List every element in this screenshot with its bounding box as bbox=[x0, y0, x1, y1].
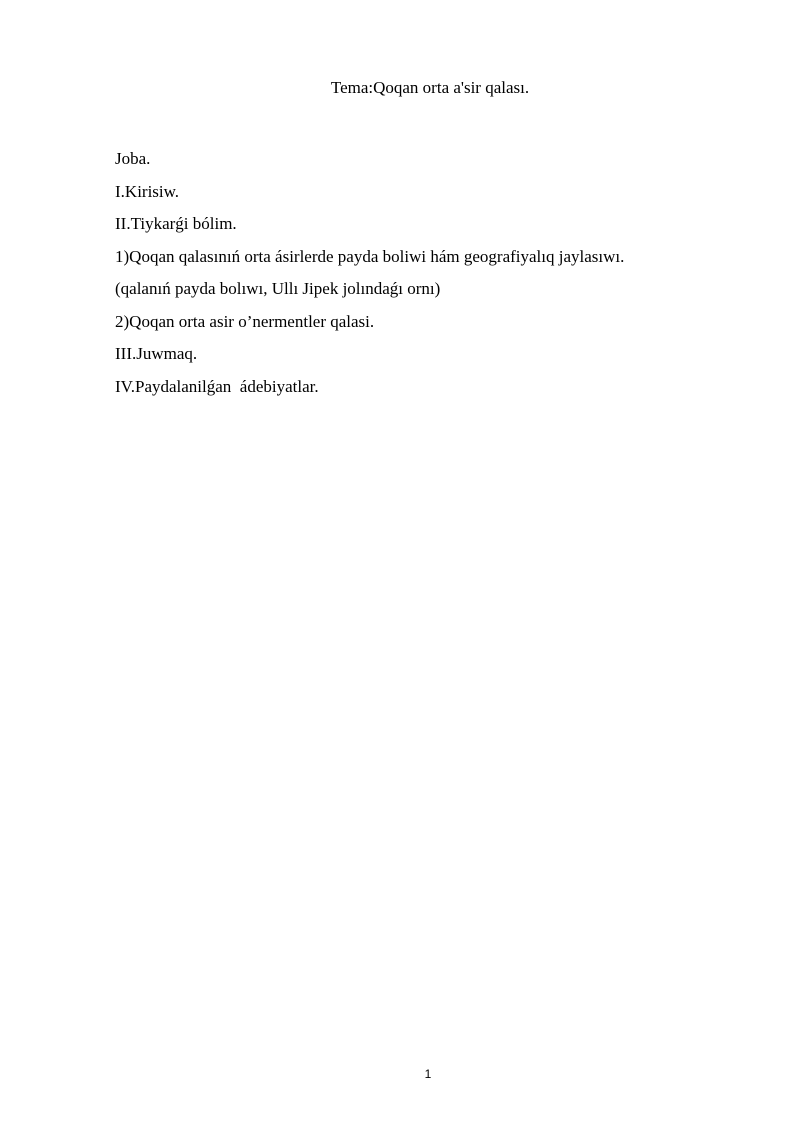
page-number: 1 bbox=[424, 1067, 432, 1081]
plan-subitem-1: 1)Qoqan qalasınıń orta ásirlerde payda boliwi hám geografiyalıq jaylasıwı. bbox=[115, 246, 625, 266]
plan-item-conclusion: III.Juwmaq. bbox=[115, 344, 198, 363]
plan-item-references: IV.Paydalanilǵan ádebiyatlar. bbox=[115, 376, 319, 396]
plan-subitem-1-note: (qalanıń payda bolıwı, Ullı Jipek jolındaǵı ornı) bbox=[115, 279, 441, 298]
plan-list bbox=[115, 143, 755, 403]
plan-item-introduction: I.Kirisiw. bbox=[115, 181, 180, 201]
plan-item-main-part: II.Tiykarǵi bólim. bbox=[115, 214, 237, 233]
plan-heading: Joba. bbox=[115, 149, 151, 168]
plan-subitem-2: 2)Qoqan orta asir o’nermentler qalasi. bbox=[115, 311, 375, 331]
document-title: Tema:Qoqan orta a'sir qalası. bbox=[330, 78, 530, 97]
